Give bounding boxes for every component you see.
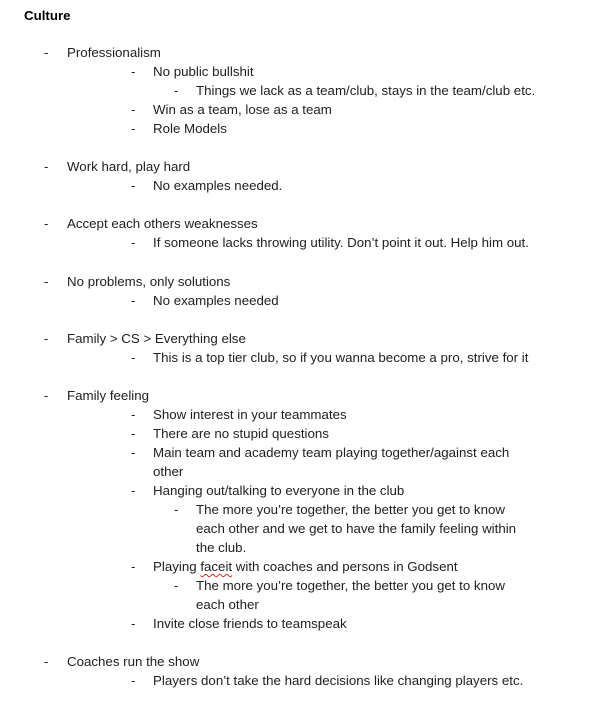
bullet-dash: - [131, 235, 136, 250]
bullet-dash: - [131, 616, 136, 631]
sub-list-item: Things we lack as a team/club, stays in the team/club etc. [196, 83, 536, 98]
list-item-text-pre: Playing [153, 559, 201, 574]
bullet-dash: - [131, 178, 136, 193]
bullet-dash: - [131, 426, 136, 441]
section-heading: Coaches run the show [67, 654, 200, 669]
bullet-dash: - [131, 445, 136, 460]
section-heading: Accept each others weaknesses [67, 216, 258, 231]
bullet-dash: - [44, 274, 49, 289]
list-item: There are no stupid questions [153, 426, 329, 441]
list-item: No examples needed [153, 293, 279, 308]
bullet-dash: - [174, 502, 179, 517]
list-item: Role Models [153, 121, 227, 136]
section-heading: Professionalism [67, 45, 161, 60]
bullet-dash: - [44, 45, 49, 60]
list-item: No examples needed. [153, 178, 283, 193]
bullet-dash: - [131, 483, 136, 498]
misspelled-word[interactable]: faceit [200, 559, 233, 574]
bullet-dash: - [44, 159, 49, 174]
list-item: No public bullshit [153, 64, 254, 79]
bullet-dash: - [131, 407, 136, 422]
section-heading: Family feeling [67, 388, 150, 403]
list-item-text-post: with coaches and persons in Godsent [232, 559, 458, 574]
list-item: If someone lacks throwing utility. Don’t point it out. Help him out. [153, 235, 529, 250]
section-heading: Family > CS > Everything else [67, 331, 246, 346]
sub-list-item: The more you’re together, the better you get to know [196, 502, 505, 517]
list-item: Show interest in your teammates [153, 407, 347, 422]
bullet-dash: - [131, 293, 136, 308]
sub-list-item-continuation: each other [196, 597, 259, 612]
bullet-dash: - [44, 654, 49, 669]
list-item: Win as a team, lose as a team [153, 102, 332, 117]
list-item: Players don’t take the hard decisions like changing players etc. [153, 673, 524, 688]
list-item: Hanging out/talking to everyone in the club [153, 483, 405, 498]
list-item: Invite close friends to teamspeak [153, 616, 347, 631]
section-heading: Work hard, play hard [67, 159, 191, 174]
bullet-dash: - [131, 64, 136, 79]
list-item: This is a top tier club, so if you wanna become a pro, strive for it [153, 350, 529, 365]
bullet-dash: - [131, 121, 136, 136]
bullet-dash: - [44, 216, 49, 231]
list-item: Main team and academy team playing together/against each [153, 445, 510, 460]
bullet-dash: - [174, 83, 179, 98]
document-title: Culture [24, 8, 71, 23]
bullet-dash: - [131, 559, 136, 574]
bullet-dash: - [44, 331, 49, 346]
bullet-dash: - [131, 102, 136, 117]
list-item-continuation: other [153, 464, 184, 479]
bullet-dash: - [44, 388, 49, 403]
list-item [153, 557, 458, 576]
bullet-dash: - [131, 673, 136, 688]
sub-list-item-continuation: the club. [196, 540, 247, 555]
bullet-dash: - [174, 578, 179, 593]
sub-list-item-continuation: each other and we get to have the family feeling within [196, 521, 517, 536]
sub-list-item: The more you’re together, the better you get to know [196, 578, 505, 593]
section-heading: No problems, only solutions [67, 274, 231, 289]
bullet-dash: - [131, 350, 136, 365]
